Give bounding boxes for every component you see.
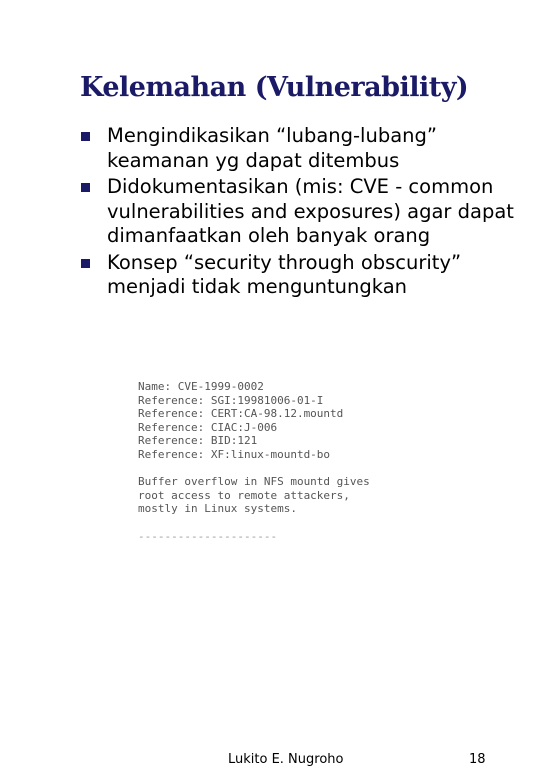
bullet-item <box>80 124 520 173</box>
square-bullet-icon <box>81 183 90 192</box>
slide-title: Kelemahan (Vulnerability) <box>80 72 469 103</box>
footer-author: Lukito E. Nugroho <box>228 752 344 767</box>
cve-name-line: Name: CVE-1999-0002 <box>138 380 264 393</box>
bullet-item <box>80 175 520 249</box>
cve-reference-line: Reference: CERT:CA-98.12.mountd <box>138 407 344 421</box>
cve-description-line: root access to remote attackers, <box>138 488 350 502</box>
cve-reference-line: Reference: SGI:19981006-01-I <box>138 393 324 407</box>
cve-separator: --------------------- <box>138 529 278 543</box>
bullet-text: Didokumentasikan (mis: CVE - common vulnerabilities and exposures) agar dapat dimanfaatkan oleh banyak orang <box>107 175 514 247</box>
bullet-text: Konsep “security through obscurity” menjadi tidak menguntungkan <box>107 250 462 298</box>
cve-entry-text <box>138 380 370 544</box>
square-bullet-icon <box>81 132 90 141</box>
cve-reference-line: Reference: BID:121 <box>138 434 258 448</box>
cve-description-line: Buffer overflow in NFS mountd gives <box>138 475 370 489</box>
page-number: 18 <box>469 752 486 767</box>
square-bullet-icon <box>81 259 90 268</box>
code-spacer <box>138 462 370 476</box>
cve-description-line: mostly in Linux systems. <box>138 502 297 516</box>
bullet-list <box>80 124 520 302</box>
bullet-item <box>80 251 520 300</box>
bullet-text: Mengindikasikan “lubang-lubang” keamanan yg dapat ditembus <box>107 124 437 172</box>
cve-reference-line: Reference: CIAC:J-006 <box>138 420 278 434</box>
cve-reference-line: Reference: XF:linux-mountd-bo <box>138 447 331 461</box>
